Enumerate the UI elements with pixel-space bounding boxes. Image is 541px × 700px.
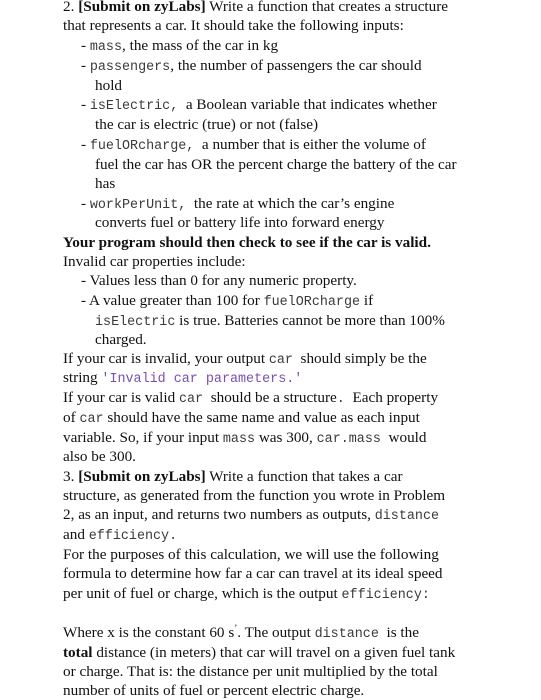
- code-car: car: [79, 412, 104, 427]
- code-passengers: passengers: [89, 60, 171, 75]
- invalid-item-over-100-cont2: charged.: [95, 331, 147, 348]
- code-distance: distance: [374, 509, 440, 524]
- code-mass: mass: [89, 40, 123, 55]
- input-item-workperunit-cont: converts fuel or battery life into forward energy: [95, 214, 385, 231]
- submit-tag: [Submit on zyLabs]: [78, 468, 206, 485]
- problem-number: 3.: [63, 468, 79, 485]
- code-efficiency: efficiency: [88, 529, 170, 544]
- input-item-workperunit: - workPerUnit, the rate at which the car’s engine: [81, 195, 395, 213]
- problem-intro: Write a function that takes a car: [205, 468, 403, 485]
- invalid-item-over-100-cont: isElectric is true. Batteries cannot be more than 100%: [95, 312, 445, 330]
- problem-3-heading: [63, 467, 403, 486]
- code-car: car: [268, 353, 293, 368]
- calculation-text-2: formula to determine how far a car can travel at its ideal speed: [63, 565, 443, 582]
- problem-number: 2.: [63, 0, 79, 15]
- invalid-item-over-100: - A value greater than 100 for fuelORcharge if: [81, 292, 374, 310]
- input-item-iselectric-cont: the car is electric (true) or not (false): [95, 116, 319, 133]
- code-car: car: [178, 392, 204, 407]
- calculation-text: For the purposes of this calculation, we will use the following: [63, 546, 439, 563]
- input-item-fuelorcharge: - fuelORcharge, a number that is either the volume of: [81, 136, 426, 154]
- calculation-text-3: per unit of fuel or charge, which is the output efficiency:: [63, 585, 430, 603]
- code-invalid-string: 'Invalid car parameters.': [101, 372, 303, 387]
- submit-tag: [Submit on zyLabs]: [78, 0, 206, 15]
- problem-3-intro-line: structure, as generated from the function you wrote in Problem: [63, 487, 446, 504]
- where-text: Where x is the constant 60 s’. The output distance is the: [63, 622, 419, 642]
- problem-3-intro-line-3: and efficiency.: [63, 526, 178, 544]
- code-workperunit: workPerUnit,: [89, 198, 187, 213]
- code-fuelorcharge: fuelORcharge,: [89, 139, 195, 154]
- where-text-4: number of units of fuel or percent electric charge.: [63, 682, 365, 699]
- invalid-properties-intro: Invalid car properties include:: [63, 253, 246, 270]
- input-item-iselectric: - isElectric, a Boolean variable that indicates whether: [81, 96, 437, 114]
- problem-intro: Write a function that creates a structure: [205, 0, 449, 15]
- input-item-passengers: - passengers, the number of passengers the car should: [81, 57, 422, 75]
- code-fuelorcharge: fuelORcharge: [263, 295, 361, 310]
- code-mass: mass: [222, 432, 256, 447]
- code-efficiency: efficiency:: [341, 588, 430, 603]
- where-text-3: or charge. That is: the distance per unit multiplied by the total: [63, 663, 438, 680]
- invalid-item-negative: - Values less than 0 for any numeric property.: [81, 272, 357, 289]
- output-invalid-string: string 'Invalid car parameters.': [63, 369, 303, 387]
- output-valid-text-3: variable. So, if your input mass was 300, car.mass would: [63, 429, 427, 447]
- problem-2-intro-line: that represents a car. It should take the following inputs:: [63, 17, 404, 34]
- input-item-passengers-cont: hold: [95, 77, 123, 94]
- code-car-mass: car.mass: [316, 432, 381, 447]
- output-valid-text-2: of car should have the same name and value as each input: [63, 409, 420, 427]
- problem-3-intro-line-2: 2, as an input, and returns two numbers as outputs, distance: [63, 506, 440, 524]
- code-distance: distance: [314, 627, 379, 642]
- output-valid-text-4: also be 300.: [63, 448, 136, 465]
- validity-check-heading: Your program should then check to see if the car is valid.: [63, 234, 431, 251]
- input-item-mass: - mass, the mass of the car in kg: [81, 37, 279, 55]
- input-item-fuelorcharge-cont: fuel the car has OR the percent charge the battery of the car: [95, 156, 457, 173]
- output-valid-text: If your car is valid car should be a structure. Each property: [63, 389, 439, 407]
- problem-2-heading: [63, 0, 448, 16]
- code-iselectric: isElectric: [95, 315, 176, 330]
- code-iselectric: isElectric,: [89, 99, 179, 114]
- input-item-fuelorcharge-cont2: has: [95, 175, 116, 192]
- output-invalid-text: If your car is invalid, your output car should simply be the: [63, 350, 427, 368]
- where-text-2: total distance (in meters) that car will travel on a given fuel tank: [63, 644, 456, 661]
